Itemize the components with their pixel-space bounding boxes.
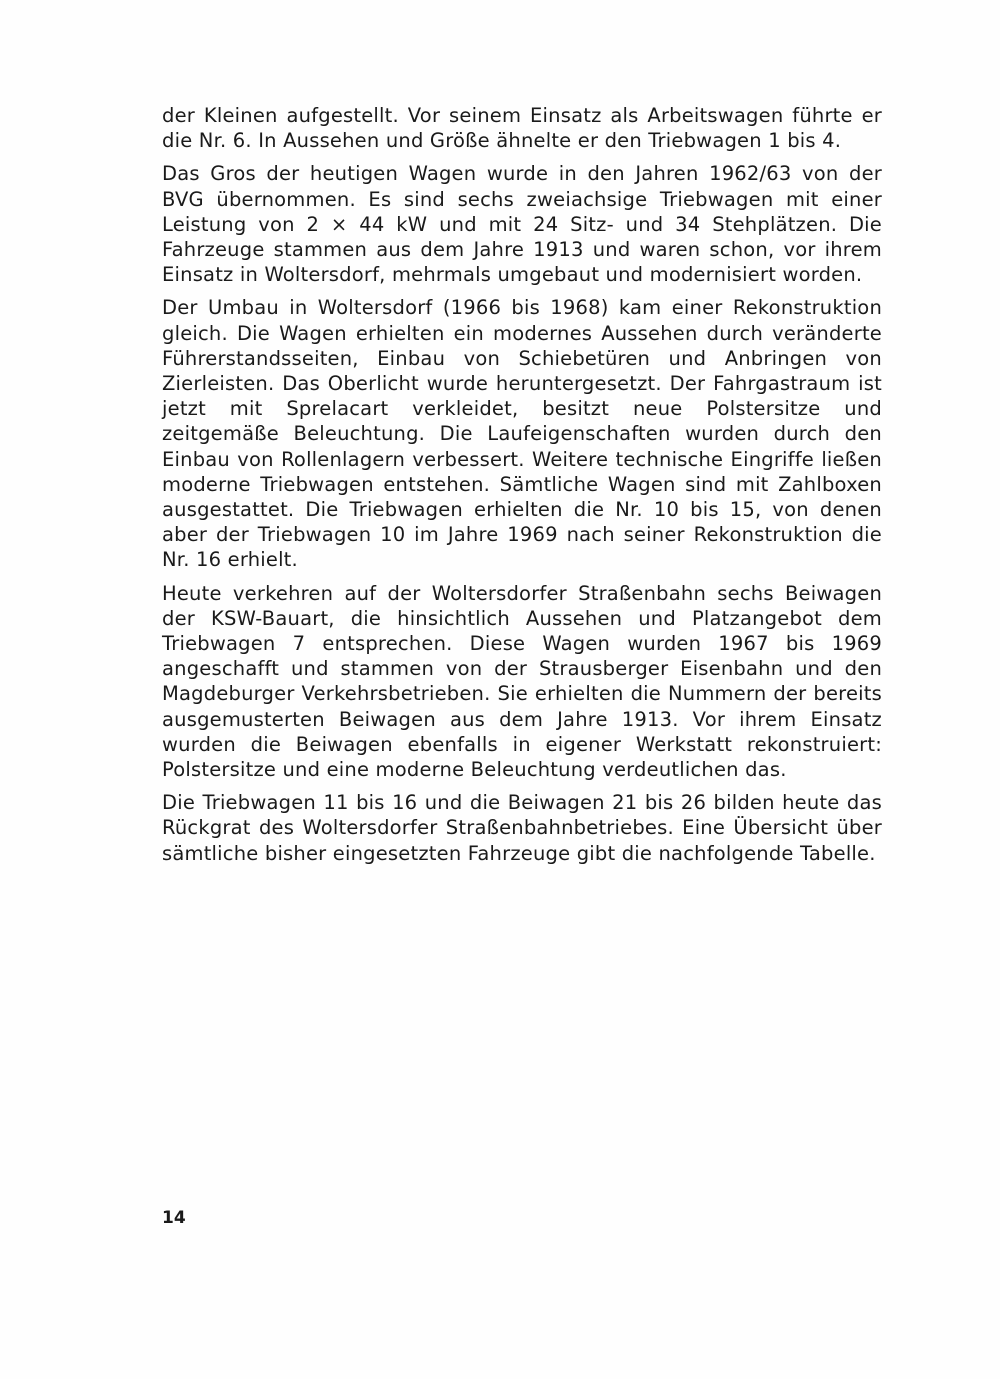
paragraph-4: Heute verkehren auf der Woltersdorfer Straßenbahn sechs Beiwagen der KSW-Bauart, die hinsichtlich Aussehen und Platzangebot dem Triebwagen 7 entsprechen. Diese Wagen wurden 1967 bis 1969 angeschafft und stammen von der Strausberger Eisenbahn und den Magdeburger Verkehrsbetrieben. Sie erhielten die Nummern der bereits ausgemusterten Beiwagen aus dem Jahre 1913. Vor ihrem Einsatz wurden die Beiwagen ebenfalls in eigener Werkstatt rekonstruiert: Polstersitze und eine moderne Beleuchtung verdeutlichen das. [162, 581, 882, 782]
paragraph-2: Das Gros der heutigen Wagen wurde in den Jahren 1962/63 von der BVG übernommen. Es sind sechs zweiachsige Triebwagen mit einer Leistung von 2 × 44 kW und mit 24 Sitz- und 34 Stehplätzen. Die Fahrzeuge stammen aus dem Jahre 1913 und waren schon, vor ihrem Einsatz in Woltersdorf, mehrmals umgebaut und modernisiert worden. [162, 162, 882, 287]
paragraph-5: Die Triebwagen 11 bis 16 und die Beiwagen 21 bis 26 bilden heute das Rückgrat des Woltersdorfer Straßenbahnbetriebes. Eine Übersicht über sämtliche bisher eingesetzten Fahrzeuge gibt die nachfolgende Tabelle. [162, 791, 882, 865]
paragraph-1: der Kleinen aufgestellt. Vor seinem Einsatz als Arbeitswagen führte er die Nr. 6. In Aussehen und Größe ähnelte er den Triebwagen 1 bis 4. [162, 104, 882, 153]
body-text [162, 103, 882, 874]
page-number: 14 [162, 1208, 186, 1228]
paragraph-3: Der Umbau in Woltersdorf (1966 bis 1968) kam einer Rekonstruktion gleich. Die Wagen erhielten ein modernes Aussehen durch veränderte Führerstandsseiten, Einbau von Schiebetüren und Anbringen von Zierleisten. Das Oberlicht wurde heruntergesetzt. Der Fahrgastraum ist jetzt mit Sprelacart verkleidet, besitzt neue Polstersitze und zeitgemäße Beleuchtung. Die Laufeigenschaften wurden durch den Einbau von Rollenlagern verbessert. Weitere technische Eingriffe ließen moderne Triebwagen entstehen. Sämtliche Wagen sind mit Zahlboxen ausgestattet. Die Triebwagen erhielten die Nr. 10 bis 15, von denen aber der Triebwagen 10 im Jahre 1969 nach seiner Rekonstruktion die Nr. 16 erhielt. [162, 296, 882, 572]
